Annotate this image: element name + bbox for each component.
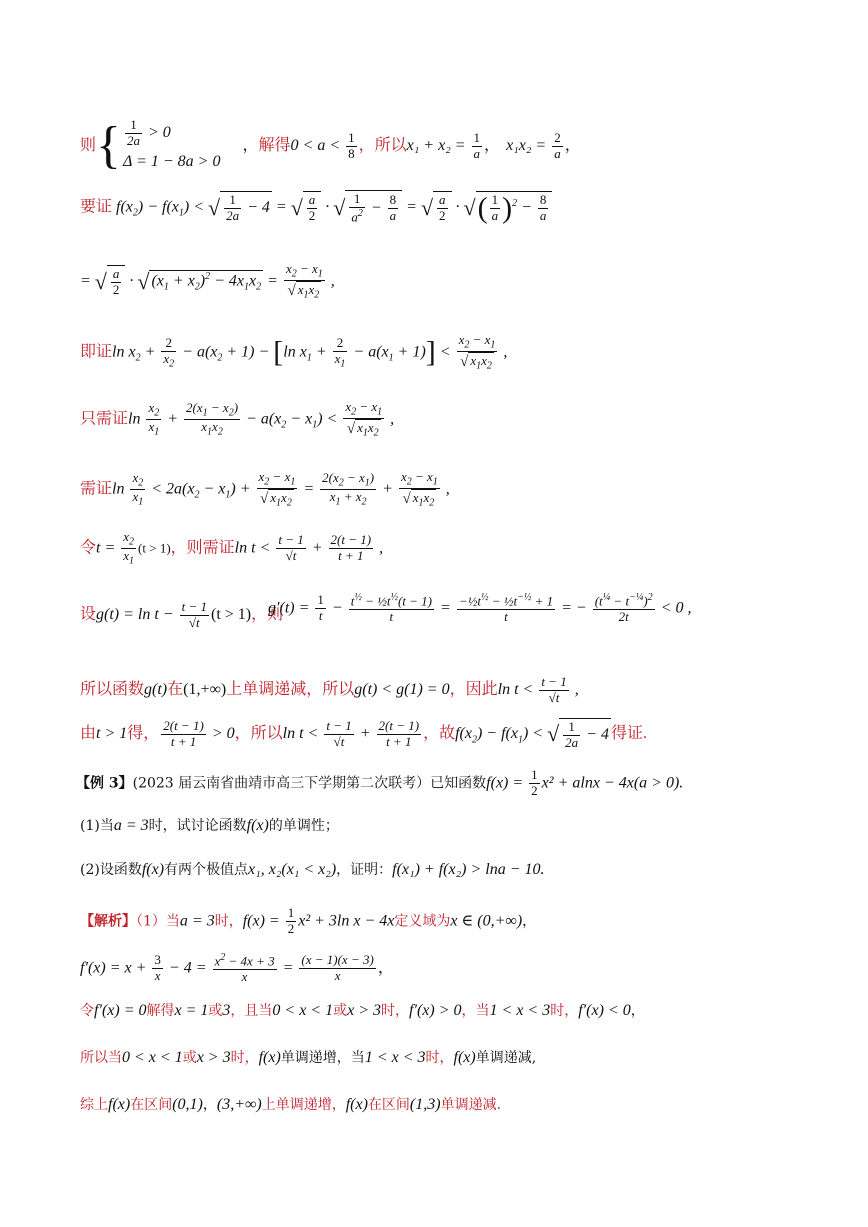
inequality-system: $\frac{1}{2a}$ > 0 Δ = 1 − 8a > 0 bbox=[122, 117, 221, 170]
example-tag: 【例 3】 bbox=[76, 775, 133, 792]
line-9: 所以函数g(t)在(1,+∞)上单调递减，所以g(t) < g(1) = 0，因此ln t < $\frac{t - 1}{√t}$ , bbox=[80, 674, 579, 705]
line-8: 设g(t) = ln t − $\frac{t - 1}{√t}$ (t > 1)，则 bbox=[80, 599, 284, 630]
question-1: (1)当a = 3时，试讨论函数f(x)的单调性； bbox=[80, 817, 339, 834]
line-8b: g′(t) = $\frac{1}{t}$ − $\frac{t^{\frac{1}{2}} - \frac{1}{2}t^{\frac{1}{2}}(t - 1)}{t}$ = $\frac{-\frac{1}{2}t^{\frac{1}{2}} - \frac{1}{2}t^{-\frac{1}{2}} + 1}{t}$ = − $\frac{(t^{\frac{1}{4}} - t^{-\frac{1}{4}})^2}{2t}$ < 0 , bbox=[268, 592, 692, 625]
solution-line-3: 令f′(x) = 0解得x = 1或3，且当0 < x < 1或x > 3时，f′(x) > 0，当1 < x < 3时，f′(x) < 0， bbox=[80, 1002, 645, 1019]
question-2: (2)设函数f(x)有两个极值点x₁, x₂(x₁ < x₂)，证明：f(x₁) + f(x₂) > lna − 10. bbox=[80, 861, 545, 878]
line-5: 只需证ln $\frac{x_2}{x_1}$ + $\frac{2(x_1 - x_2)}{x_1x_2}$ − $a(x_2 - x_1)$ < $\frac{x_2 - x_1}{√ x_1x_2}$ , bbox=[80, 399, 395, 439]
lead-text: 则 bbox=[80, 136, 97, 154]
line-6: 需证ln $\frac{x_2}{x_1}$ < $2a(x_2 - x_1)$ + $\frac{x_2 - x_1}{√ x_1x_2}$ = $\frac{2(x_2 - x_1)}{x_1 + x_2}$ + $\frac{x_2 - x_1}{√ x_1x_2}$ , bbox=[80, 469, 450, 509]
line-10: 由t > 1得， $\frac{2(t - 1)}{t + 1}$ > 0，所以ln t < $\frac{t - 1}{√t}$ + $\frac{2(t - 1)}{t + 1}$ ，故$f(x_2) - f(x_1)$ < √ $\frac{1}{2a}$ − 4 得证. bbox=[80, 718, 647, 750]
solution-line-5: 综上f(x)在区间(0,1)，(3,+∞)上单调递增，f(x)在区间(1,3)单调递减. bbox=[80, 1096, 502, 1113]
line-1: 则{ $\frac{1}{2a}$ > 0 Δ = 1 − 8a > 0 ，解得0 < a < $\frac{1}{8}$ ，所以x₁ + x₂ = $\frac{1}{a}$ ， x₁x₂ = $\frac{2}{a}$ ， bbox=[80, 117, 581, 175]
solution-line-1: 【解析】（1）当a = 3时，f(x) = $\frac{1}{2}$ x² + 3ln x − 4x定义域为x ∈ (0,+∞)， bbox=[80, 905, 537, 936]
solution-tag: 【解析】 bbox=[80, 913, 136, 930]
line-3: = √ $\frac{a}{2}$ · √ $(x_1 + x_2)^2 - 4x_1x_2$ = $\frac{x_2 - x_1}{√ x_1x_2}$ , bbox=[80, 261, 335, 301]
example-3-header: 【例 3】(2023 届云南省曲靖市高三下学期第二次联考）已知函数f(x) = $\frac{1}{2}$ x² + alnx − 4x(a > 0). bbox=[76, 767, 684, 798]
line-2: 要证 $f(x_2) - f(x_1)$ < √ $\frac{1}{2a}$ − 4 = √ $\frac{a}{2}$ · √ $\frac{1}{a^2}$ − $\frac{8}{a}$ = √ $\frac{a}{2}$ · √( $\frac{1}{a}$ )$^2$ − $\frac{8}{a}$ bbox=[80, 190, 828, 225]
line-7: 令t = $\frac{x_2}{x_1}$ (t > 1)，则需证ln t < $\frac{t - 1}{√t}$ + $\frac{2(t - 1)}{t + 1}$ , bbox=[80, 529, 384, 567]
line-4: 即证$\ln x_2$ + $\frac{2}{x_2}$ − $a(x_2 + 1) - [\ln$ $x_1$ + $\frac{2}{x_1}$ − $a(x_1 + 1)$] < $\frac{x_2 - x_1}{√ x_1x_2}$ , bbox=[80, 332, 508, 372]
solution-line-4: 所以当0 < x < 1或x > 3时，f(x)单调递增，当1 < x < 3时，f(x)单调递减, bbox=[80, 1049, 537, 1066]
solution-line-2: f′(x) = x + $\frac{3}{x}$ − 4 = $\frac{x^2 - 4x + 3}{x}$ = $\frac{(x - 1)(x - 3)}{x}$ ， bbox=[80, 952, 394, 985]
left-brace-icon: { bbox=[96, 117, 121, 175]
